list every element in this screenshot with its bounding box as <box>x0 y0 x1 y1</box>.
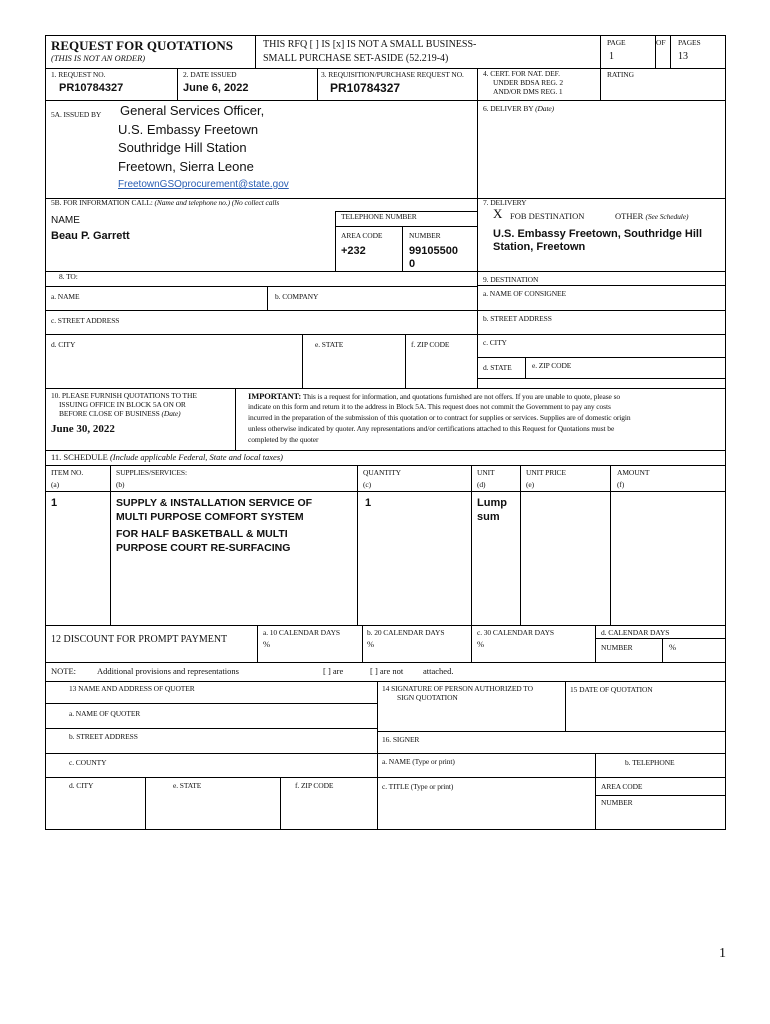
discount-days-label: d. CALENDAR DAYS <box>601 628 670 637</box>
request-no[interactable]: PR10784327 <box>59 82 124 94</box>
divider <box>477 378 725 379</box>
telephone-label: TELEPHONE NUMBER <box>341 212 417 221</box>
destination-label: 9. DESTINATION <box>483 275 539 284</box>
divider <box>335 226 477 227</box>
form-border-bottom <box>45 829 726 830</box>
divider <box>565 681 566 731</box>
issued-by-line3: Southridge Hill Station <box>118 140 247 155</box>
item-desc-line1: SUPPLY & INSTALLATION SERVICE OF <box>116 497 313 509</box>
setaside-line2: SMALL PURCHASE SET-ASIDE (52.219-4) <box>263 53 449 64</box>
item-number: 1 <box>51 497 58 509</box>
furnish-line2: ISSUING OFFICE IN BLOCK 5A ON OR <box>59 400 186 409</box>
issued-by-label: 5A. ISSUED BY <box>51 110 102 119</box>
requisition-label: 3. REQUISITION/PURCHASE REQUEST NO. <box>321 70 464 79</box>
signer-number-label: NUMBER <box>601 798 633 807</box>
divider <box>525 357 526 378</box>
col-item-label: ITEM NO. <box>51 468 84 477</box>
setaside-line1: THIS RFQ [ ] IS [x] IS NOT A SMALL BUSINESS- <box>263 39 477 50</box>
divider <box>405 334 406 388</box>
signature-label-line2: SIGN QUOTATION <box>397 693 458 702</box>
divider <box>670 35 671 68</box>
divider <box>45 286 477 287</box>
divider <box>110 465 111 625</box>
quoter-street-label: b. STREET ADDRESS <box>69 732 138 741</box>
item-unit-line1: Lump <box>477 497 507 509</box>
item-desc-line4: PURPOSE COURT RE-SURFACING <box>116 542 291 554</box>
divider <box>45 662 725 663</box>
destination-street-label: b. STREET ADDRESS <box>483 314 552 323</box>
form-subtitle: (THIS IS NOT AN ORDER) <box>51 53 146 63</box>
destination-city-label: c. CITY <box>483 338 507 347</box>
phone-number-line1[interactable]: 99105500 <box>409 245 458 257</box>
col-quantity-label: QUANTITY <box>363 468 401 477</box>
to-name-label: a. NAME <box>51 292 80 301</box>
divider <box>45 334 725 335</box>
fob-destination-label: FOB DESTINATION <box>510 211 585 221</box>
signer-name-label: a. NAME (Type or print) <box>382 757 455 766</box>
divider <box>45 491 725 492</box>
to-company-label: b. COMPANY <box>275 292 319 301</box>
divider <box>45 100 725 101</box>
divider <box>477 68 478 198</box>
discount-30-pct[interactable]: % <box>477 639 485 649</box>
divider <box>317 68 318 100</box>
number-label: NUMBER <box>409 231 441 240</box>
divider <box>45 465 725 466</box>
form-border-top <box>45 35 725 36</box>
consignee-label: a. NAME OF CONSIGNEE <box>483 289 566 298</box>
divider <box>45 388 725 389</box>
page-number: 1 <box>719 946 726 961</box>
cert-line1: 4. CERT. FOR NAT. DEF. <box>483 69 560 78</box>
note-attached: attached. <box>423 666 454 676</box>
divider <box>280 777 281 829</box>
quoter-state-label: e. STATE <box>173 781 202 790</box>
phone-number-line2[interactable]: 0 <box>409 258 416 270</box>
divider <box>177 68 178 100</box>
discount-20-pct[interactable]: % <box>367 639 375 649</box>
divider <box>600 68 601 100</box>
discount-10-label: a. 10 CALENDAR DAYS <box>263 628 340 637</box>
quoter-name-label: a. NAME OF QUOTER <box>69 709 141 718</box>
form-border-right <box>725 35 726 829</box>
pages-value: 13 <box>678 51 688 62</box>
pages-label: PAGES <box>678 38 701 47</box>
col-supplies-sub: (b) <box>116 480 125 489</box>
divider <box>145 777 146 829</box>
divider <box>595 753 596 829</box>
deliver-by-label: 6. DELIVER BY (Date) <box>483 104 555 113</box>
signer-title-label: c. TITLE (Type or print) <box>382 782 454 791</box>
divider <box>45 703 377 704</box>
divider <box>45 271 725 272</box>
note-label: NOTE: <box>51 666 77 676</box>
discount-number-label: NUMBER <box>601 643 633 652</box>
divider <box>45 310 725 311</box>
quoter-city-label: d. CITY <box>69 781 94 790</box>
divider <box>302 334 303 388</box>
divider <box>520 465 521 625</box>
divider <box>235 388 236 450</box>
of-label: OF <box>656 38 666 47</box>
signature-label-line1: 14 SIGNATURE OF PERSON AUTHORIZED TO <box>382 684 533 693</box>
important-line5: completed by the quoter <box>248 435 319 444</box>
note-are-checkbox[interactable]: [ ] are <box>323 666 344 676</box>
important-line4: unless otherwise indicated by quoter. Any representations and/or certifications attached to this Request for Quotations must be <box>248 424 615 433</box>
divider <box>45 450 725 451</box>
item-desc-line3: FOR HALF BASKETBALL & MULTI <box>116 528 288 540</box>
signer-telephone-label: b. TELEPHONE <box>625 758 675 767</box>
date-issued[interactable]: June 6, 2022 <box>183 82 249 94</box>
cert-line2: UNDER BDSA REG. 2 <box>493 78 563 87</box>
col-amount-label: AMOUNT <box>617 468 650 477</box>
page-label: PAGE <box>607 38 626 47</box>
divider <box>267 286 268 310</box>
other-label: OTHER (See Schedule) <box>615 211 689 221</box>
divider <box>402 226 403 271</box>
discount-label: 12 DISCOUNT FOR PROMPT PAYMENT <box>51 634 228 645</box>
col-supplies-label: SUPPLIES/SERVICES: <box>116 468 187 477</box>
issued-by-email-link[interactable]: FreetownGSOprocurement@state.gov <box>118 179 289 190</box>
important-line1: IMPORTANT: This is a request for information, and quotations furnished are not offers. If you are unable to quote, please so <box>248 391 621 401</box>
discount-30-label: c. 30 CALENDAR DAYS <box>477 628 554 637</box>
divider <box>45 777 725 778</box>
divider <box>257 625 258 662</box>
divider <box>471 465 472 625</box>
col-quantity-sub: (c) <box>363 480 372 489</box>
form-border-left <box>45 35 46 829</box>
col-item-sub: (a) <box>51 480 60 489</box>
cert-line3: AND/OR DMS REG. 1 <box>493 87 563 96</box>
destination-state-label: d. STATE <box>483 363 512 372</box>
quoter-county-label: c. COUNTY <box>69 758 107 767</box>
item-desc-line2: MULTI PURPOSE COMFORT SYSTEM <box>116 511 304 523</box>
furnish-line1: 10. PLEASE FURNISH QUOTATIONS TO THE <box>51 391 197 400</box>
to-state-label: e. STATE <box>315 340 344 349</box>
request-no-label: 1. REQUEST NO. <box>51 70 106 79</box>
issued-by-line2: U.S. Embassy Freetown <box>118 122 259 137</box>
divider <box>662 638 663 662</box>
quoter-label: 13 NAME AND ADDRESS OF QUOTER <box>69 684 195 693</box>
divider <box>471 625 472 662</box>
date-issued-label: 2. DATE ISSUED <box>183 70 237 79</box>
col-unit-price-sub: (e) <box>526 480 535 489</box>
divider <box>45 728 377 729</box>
signer-label: 16. SIGNER <box>382 735 420 744</box>
col-unit-price-label: UNIT PRICE <box>526 468 566 477</box>
divider <box>357 465 358 625</box>
furnish-line3: BEFORE CLOSE OF BUSINESS (Date) <box>59 409 181 418</box>
form-title: REQUEST FOR QUOTATIONS <box>51 38 234 53</box>
quote-due-date[interactable]: June 30, 2022 <box>51 423 115 435</box>
discount-10-pct[interactable]: % <box>263 639 271 649</box>
name-label: NAME <box>51 215 80 226</box>
schedule-label: 11. SCHEDULE (Include applicable Federal, State and local taxes) <box>51 452 283 462</box>
divider <box>45 753 725 754</box>
divider <box>45 625 725 626</box>
delivery-address-line2: Station, Freetown <box>493 241 586 253</box>
divider <box>610 465 611 625</box>
to-label: 8. TO: <box>59 272 78 281</box>
area-code-label: AREA CODE <box>341 231 383 240</box>
note-are-not-checkbox[interactable]: [ ] are not <box>370 666 404 676</box>
contact-name[interactable]: Beau P. Garrett <box>51 230 130 242</box>
divider <box>595 625 596 662</box>
divider <box>477 357 725 358</box>
col-unit-sub: (d) <box>477 480 486 489</box>
col-unit-label: UNIT <box>477 468 495 477</box>
important-line2: indicate on this form and return it to the address in Block 5A. This request does not commit the Government to pay any costs <box>248 402 611 411</box>
divider <box>45 68 725 69</box>
requisition-no[interactable]: PR10784327 <box>330 81 401 95</box>
issued-by-line4: Freetown, Sierra Leone <box>118 159 254 174</box>
item-unit-line2: sum <box>477 511 500 523</box>
to-city-label: d. CITY <box>51 340 76 349</box>
divider <box>335 211 336 271</box>
divider <box>600 35 601 68</box>
issued-by-line1: General Services Officer, <box>120 103 265 118</box>
divider <box>477 198 478 388</box>
delivery-address-line1: U.S. Embassy Freetown, Southridge Hill <box>493 228 703 240</box>
rfq-form <box>45 35 725 829</box>
to-street-label: c. STREET ADDRESS <box>51 316 120 325</box>
discount-20-label: b. 20 CALENDAR DAYS <box>367 628 445 637</box>
divider <box>377 681 378 829</box>
signer-area-code-label: AREA CODE <box>601 782 643 791</box>
note-text: Additional provisions and representations <box>97 666 239 676</box>
item-quantity: 1 <box>365 497 372 509</box>
col-amount-sub: (f) <box>617 480 625 489</box>
divider <box>477 285 725 286</box>
discount-days-pct[interactable]: % <box>669 642 677 652</box>
divider <box>595 795 725 796</box>
divider <box>377 731 725 732</box>
to-zip-label: f. ZIP CODE <box>411 340 450 349</box>
divider <box>362 625 363 662</box>
rating-label: RATING <box>607 70 634 79</box>
fob-check-mark[interactable]: X <box>493 206 503 221</box>
info-call-label: 5B. FOR INFORMATION CALL: (Name and telephone no.) (No collect calls <box>51 198 280 207</box>
delivery-label: 7. DELIVERY <box>483 198 527 207</box>
destination-zip-label: e. ZIP CODE <box>532 361 572 370</box>
divider <box>595 638 725 639</box>
area-code[interactable]: +232 <box>341 245 366 257</box>
divider <box>255 35 256 68</box>
page-value: 1 <box>609 51 614 62</box>
quoter-zip-label: f. ZIP CODE <box>295 781 334 790</box>
quote-date-label: 15 DATE OF QUOTATION <box>570 685 653 694</box>
important-line3: incurred in the preparation of the submission of this quotation or to contract for supplies or services. Supplies are of domestic origin <box>248 413 631 422</box>
divider <box>45 681 725 682</box>
